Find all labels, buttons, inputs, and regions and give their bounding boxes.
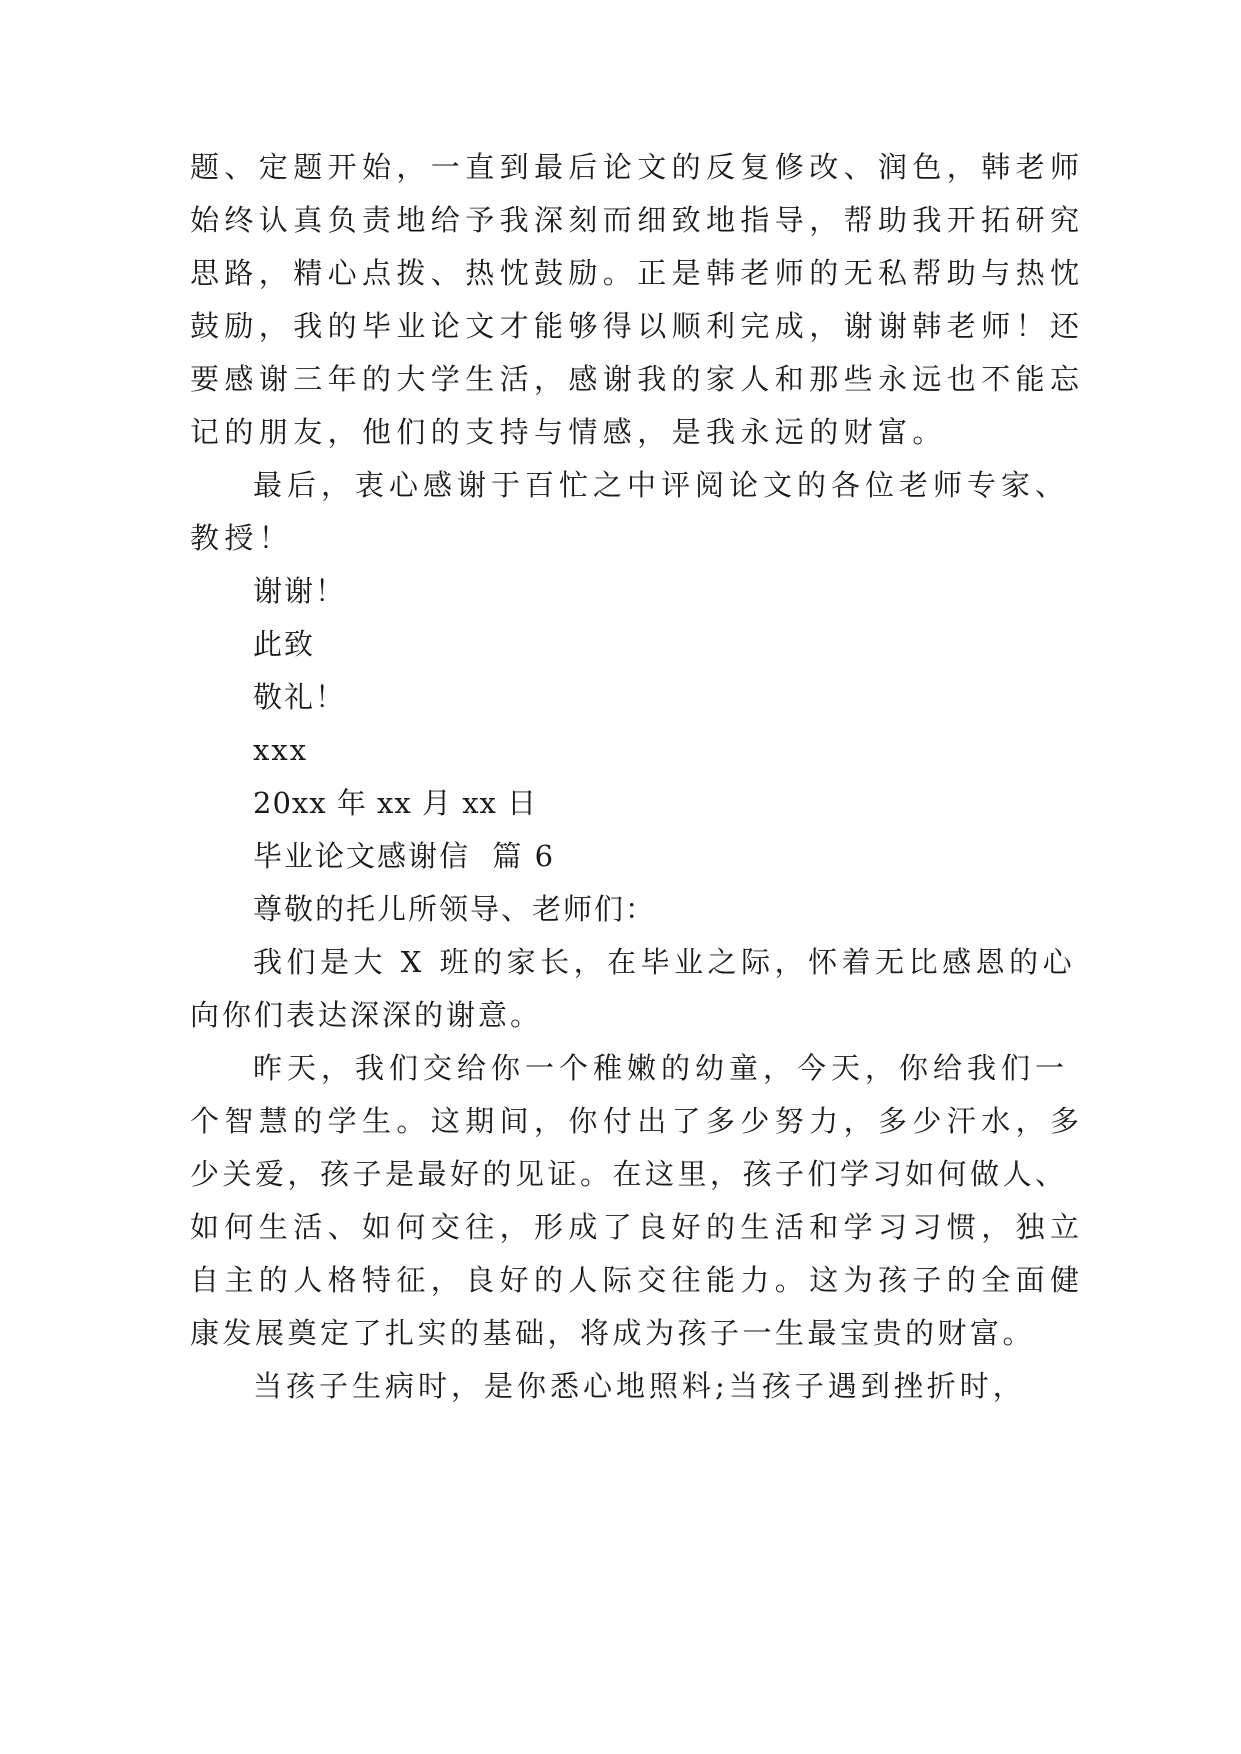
- paragraph-line: 我们是大 X 班的家长，在毕业之际，怀着无比感恩的心: [253, 945, 1077, 979]
- paragraph-line: 如何生活、如何交往，形成了良好的生活和学习习惯，独立: [190, 1210, 1085, 1244]
- greeting: 尊敬的托儿所领导、老师们：: [253, 892, 657, 926]
- paragraph-line: 教授！: [190, 521, 294, 555]
- paragraph-line: 鼓励，我的毕业论文才能够得以顺利完成，谢谢韩老师！还: [190, 309, 1085, 343]
- paragraph-line: 昨天，我们交给你一个稚嫩的幼童，今天，你给我们一: [253, 1051, 1070, 1085]
- date: 20xx 年 xx 月 xx 日: [253, 786, 538, 820]
- paragraph-line: 思路，精心点拨、热忱鼓励。正是韩老师的无私帮助与热忱: [190, 256, 1085, 290]
- paragraph-line: 记的朋友，他们的支持与情感，是我永远的财富。: [190, 415, 947, 449]
- paragraph-line: 个智慧的学生。这期间，你付出了多少努力，多少汗水，多: [190, 1104, 1085, 1138]
- paragraph-line: 当孩子生病时，是你悉心地照料;当孩子遇到挫折时，: [253, 1369, 1026, 1403]
- section-title: 毕业论文感谢信 篇 6: [253, 839, 556, 873]
- salutation-line: 此致: [253, 627, 316, 661]
- paragraph-line: 向你们表达深深的谢意。: [190, 998, 543, 1032]
- paragraph-line: 康发展奠定了扎实的基础，将成为孩子一生最宝贵的财富。: [190, 1316, 1036, 1350]
- paragraph-line: 自主的人格特征，良好的人际交往能力。这为孩子的全面健: [190, 1263, 1085, 1297]
- paragraph-line: 要感谢三年的大学生活，感谢我的家人和那些永远也不能忘: [190, 362, 1085, 396]
- paragraph-line: 始终认真负责地给予我深刻而细致地指导，帮助我开拓研究: [190, 203, 1085, 237]
- paragraph-line: 少关爱，孩子是最好的见证。在这里，孩子们学习如何做人、: [190, 1157, 1068, 1191]
- thanks-line: 谢谢！: [253, 574, 347, 608]
- salutation-line: 敬礼！: [253, 680, 347, 714]
- signature: xxx: [253, 733, 309, 767]
- paragraph-line: 题、定题开始，一直到最后论文的反复修改、润色，韩老师: [190, 150, 1085, 184]
- paragraph-line: 最后，衷心感谢于百忙之中评阅论文的各位老师专家、: [253, 468, 1070, 502]
